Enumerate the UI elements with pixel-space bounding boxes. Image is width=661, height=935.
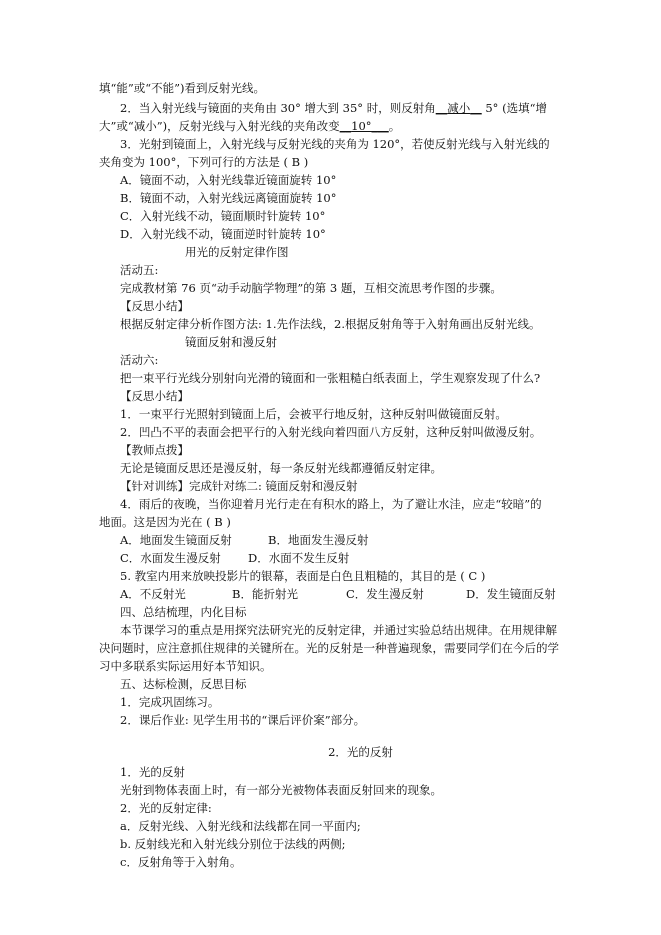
reflection-label: 【反思小结】 [120,299,189,313]
option-a: A．地面发生镜面反射 [120,533,232,547]
option-line: D．入射光线不动，镜面逆时针旋转 10° [120,227,326,241]
section-heading: 用光的反射定律作图 [185,245,289,259]
option-line: A．镜面不动，入射光线靠近镜面旋转 10° [120,173,337,187]
option-b: B．地面发生漫反射 [268,533,369,547]
reflection-label: 【反思小结】 [120,389,189,403]
option-row [120,549,350,567]
text-line: 2．凹凸不平的表面会把平行的入射光线向着四面八方反射，这种反射叫做漫反射。 [120,425,542,439]
question-2-line-2 [99,117,400,135]
option-row [120,531,369,549]
text-line: 填“能”或“不能”)看到反射光线。 [99,81,266,95]
text-line: 本节课学习的重点是用探究法研究光的反射定律，并通过实验总结出规律。在用规律解 [120,623,557,637]
question-2-line-1 [120,99,547,117]
option-d: D．发生镜面反射 [466,587,556,601]
option-c: C．水面发生漫反射 [120,551,221,565]
text-line: 根据反射定律分析作图方法: 1.先作法线，2.根据反射角等于入射角画出反射光线。 [120,317,541,331]
option-line: B．镜面不动，入射光线远离镜面旋转 10° [120,191,337,205]
training-label: 【针对训练】完成针对练二: 镜面反射和漫反射 [120,479,358,493]
text-line: 5. 教室内用来放映投影片的银幕，表面是白色且粗糙的，其目的是 ( C ) [120,569,486,583]
list-item: c．反射角等于入射角。 [120,855,242,869]
text-segment: 。 [388,119,401,133]
text-segment: 2．当入射光线与镜面的夹角由 30° 增大到 35° 时，则反射角 [120,101,436,115]
activity-label: 活动五: [120,263,159,277]
subheading: 1．光的反射 [120,765,185,779]
text-line: 3．光射到镜面上，入射光线与反射光线的夹角为 120°，若使反射光线与入射光线的 [120,137,550,151]
text-line: 1．完成巩固练习。 [120,695,220,709]
text-line: 夹角变为 100°，下列可行的方法是 ( B ) [99,155,309,169]
list-item: a．反射光线、入射光线和法线都在同一平面内; [120,819,361,833]
text-line: 习中多联系实际运用好本节知识。 [99,659,272,673]
answer-blank: __减小__ [435,101,482,115]
option-c: C．发生漫反射 [346,587,424,601]
text-line: 光射到物体表面上时，有一部分光被物体表面反射回来的现象。 [120,783,442,797]
subheading: 2．光的反射定律: [120,801,212,815]
text-line: 完成教材第 76 页“动手动脑学物理”的第 3 题，互相交流思考作图的步骤。 [120,281,502,295]
option-row [120,585,556,603]
text-line: 4．雨后的夜晚，当你迎着月光行走在有积水的路上，为了避让水洼，应走“较暗”的 [120,497,542,511]
text-line: 1．一束平行光照射到镜面上后，会被平行地反射，这种反射叫做镜面反射。 [120,407,507,421]
page-heading-wrap [0,743,661,761]
text-line: 把一束平行光线分别射向光滑的镜面和一张粗糙白纸表面上，学生观察发现了什么? [120,371,541,385]
page-heading: 2．光的反射 [328,745,393,759]
section-heading: 四、总结梳理，内化目标 [120,605,247,619]
text-line: 无论是镜面反思还是漫反射，每一条反射光线都遵循反射定律。 [120,461,442,475]
option-a: A．不反射光 [120,587,186,601]
teacher-note-label: 【教师点拨】 [120,443,189,457]
text-line: 2．课后作业: 见学生用书的“课后评价案”部分。 [120,713,366,727]
list-item: b. 反射线光和入射光线分别位于法线的两侧; [120,837,346,851]
answer-blank: __10°___ [339,119,389,133]
activity-label: 活动六: [120,353,159,367]
option-line: C．入射光线不动，镜面顺时针旋转 10° [120,209,326,223]
option-d: D．水面不发生反射 [248,551,350,565]
section-heading: 五、达标检测，反思目标 [120,677,247,691]
option-b: B．能折射光 [232,587,298,601]
text-segment: 大”或“减小”)，反射光线与入射光线的夹角改变 [99,119,340,133]
text-line: 地面。这是因为光在 ( B ) [99,515,231,529]
text-segment: 5° (选填“增 [481,101,547,115]
section-heading: 镜面反射和漫反射 [185,335,277,349]
text-line: 决问题时，应注意抓住规律的关键所在。光的反射是一种普遍现象，需要同学们在今后的学 [99,641,559,655]
